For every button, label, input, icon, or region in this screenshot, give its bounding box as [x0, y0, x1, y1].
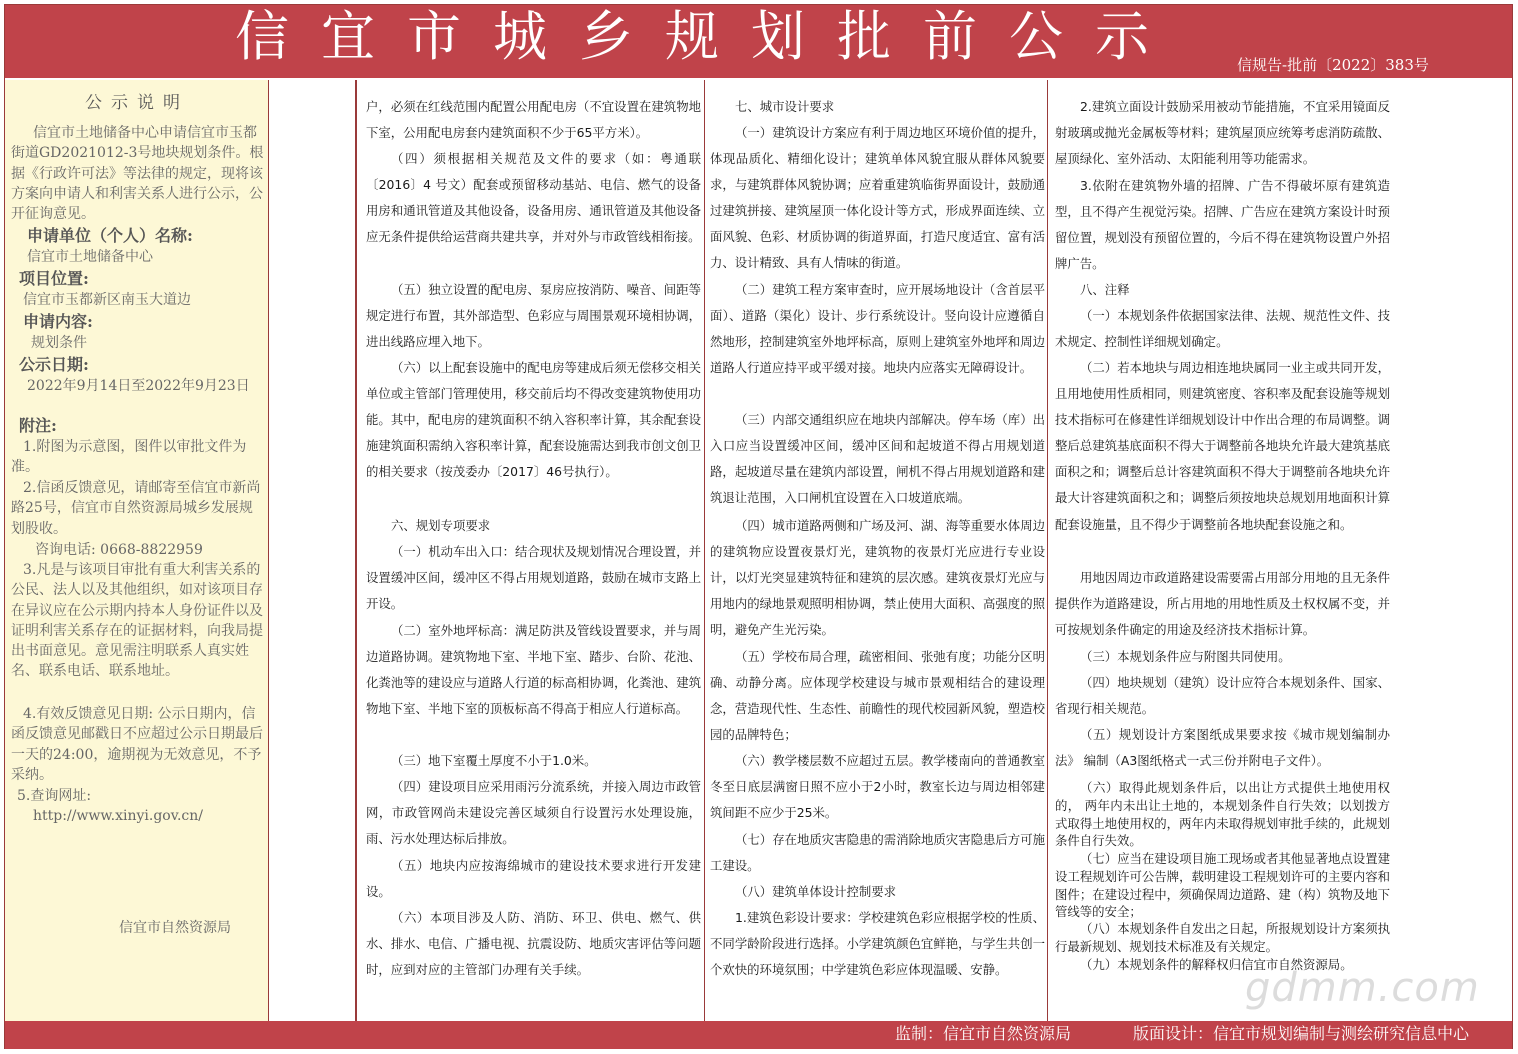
note-4: 4.有效反馈意见日期: 公示日期内，信函反馈意见邮戳日不应超过公示日期最后一天的24:00，逾期视为无效意见，不予采纳。 — [11, 706, 263, 783]
consult-phone: 咨询电话: 0668-8822959 — [35, 542, 203, 558]
col1-para-8: （三）地下室覆土厚度不小于1.0米。 — [391, 753, 597, 768]
text-column-3 — [1048, 80, 1393, 1021]
col2-para-3: （二）建筑工程方案审查时，应开展场地设计（含首层平面）、道路（渠化）设计、步行系统设计。竖向设计应遵循自然地形，控制建筑室外地坪标高，原则上建筑室外地坪和周边道路人行道应持平或平缓对接。地块内应落实无障碍设计。 — [710, 282, 1045, 376]
applicant-value: 信宜市土地储备中心 — [27, 249, 153, 265]
col3-para-1: 2.建筑立面设计鼓励采用被动节能措施，不宜采用镜面反射玻璃或抛光金属板等材料；建筑屋顶应统筹考虑消防疏散、屋顶绿化、室外活动、太阳能利用等功能需求。 — [1055, 99, 1390, 167]
col1-para-3: （五）独立设置的配电房、泵房应按消防、噪音、间距等规定进行布置，其外部造型、色彩应与周围景观环境相协调，进出线路应埋入地下。 — [366, 282, 701, 350]
sidebar-notice — [5, 80, 269, 1021]
col3-para-11: （七）应当在建设项目施工现场或者其他显著地点设置建设工程规划许可公告牌，载明建设工程规划许可的主要内容和图件；在建设过程中，须确保周边道路、建（构）筑物及地下管线等的安全； — [1055, 851, 1390, 920]
text-column-1 — [356, 80, 705, 1021]
note-5: 5.查询网址: — [17, 788, 92, 804]
date-label: 公示日期: — [19, 355, 89, 374]
footer-supervise: 监制：信宜市自然资源局 — [895, 1024, 1072, 1043]
col3-para-4: （一）本规划条件依据国家法律、法规、规范性文件、技术规定、控制性详细规划确定。 — [1055, 308, 1390, 350]
note-3: 3.凡是与该项目审批有重大利害关系的公民、法人以及其他组织，如对该项目存在异议应在公示期内持本人身份证件以及证明利害关系存在的证据材料，向我局提出书面意见。意见需注明联系人真实姓名、联系电话、联系地址。 — [11, 562, 263, 680]
site-watermark: gdmm.com — [1245, 965, 1480, 1011]
sidebar-title: 公示说明 — [85, 93, 189, 113]
col2-para-4: （三）内部交通组织应在地块内部解决。停车场（库）出入口应当设置缓冲区间，缓冲区间和起坡道不得占用规划道路，起坡道尽量在建筑内部设置，闸机不得占用规划道路和建筑退让范围，入口闸机宜设置在入口坡道底端。 — [710, 412, 1045, 506]
location-label: 项目位置: — [19, 269, 89, 288]
col3-para-12: （八）本规划条件自发出之日起，所报规划设计方案须执行最新规划、规划技术标准及有关规定。 — [1055, 921, 1390, 954]
col3-para-8: （四）地块规划（建筑）设计应符合本规划条件、国家、省现行相关规范。 — [1055, 675, 1390, 717]
sidebar-signature: 信宜市自然资源局 — [119, 920, 231, 936]
col1-para-11: （六）本项目涉及人防、消防、环卫、供电、燃气、供水、排水、电信、广播电视、抗震设防、地质灾害评估等问题时，应到对应的主管部门办理有关手续。 — [366, 910, 701, 978]
col2-para-9: （八）建筑单体设计控制要求 — [735, 884, 897, 899]
page-title: 信宜市城乡规划批前公示 — [235, 5, 1181, 68]
col3-para-5: （二）若本地块与周边相连地块属同一业主或共同开发，且用地使用性质相同，则建筑密度、容积率及配套设施等规划技术指标可在修建性详细规划设计中作出合理的布局调整。调整后总建筑基底面积不得大于调整前各地块允许最大建筑基底面积之和；调整后总计容建筑面积不得大于调整前各地块允许最大计容建筑面积之和；调整后须按地块总规划用地面积计算配套设施量，且不得少于调整前各地块配套设施之和。 — [1055, 360, 1390, 532]
col1-para-7: （二）室外地坪标高：满足防洪及管线设置要求，并与周边道路协调。建筑物地下室、半地下室、踏步、台阶、花池、化粪池等的建设应与道路人行道的标高相协调，化粪池、建筑物地下室、半地下室的顶板标高不得高于相应人行道标高。 — [366, 623, 701, 717]
col2-section-7: 七、城市设计要求 — [735, 99, 835, 114]
location-value: 信宜市玉都新区南玉大道边 — [23, 292, 191, 308]
col2-para-8: （七）存在地质灾害隐患的需消除地质灾害隐患后方可施工建设。 — [710, 832, 1045, 874]
query-url[interactable]: http://www.xinyi.gov.cn/ — [33, 808, 204, 824]
col1-para-1: 户，必须在红线范围内配置公用配电房（不宜设置在建筑物地下室，公用配电房套内建筑面积不少于65平方米）。 — [366, 99, 701, 141]
date-value: 2022年9月14日至2022年9月23日 — [27, 378, 250, 394]
col1-para-9: （四）建设项目应采用雨污分流系统，并接入周边市政管网，市政管网尚未建设完善区域须自行设置污水处理设施，雨、污水处理达标后排放。 — [366, 779, 701, 847]
col2-para-7: （六）教学楼层数不应超过五层。教学楼南向的普通教室冬至日底层满窗日照不应小于2小时，教室长边与周边相邻建筑间距不应少于25米。 — [710, 753, 1045, 821]
content-value: 规划条件 — [31, 335, 87, 351]
col1-section-6: 六、规划专项要求 — [391, 518, 491, 533]
sidebar-intro: 信宜市土地储备中心申请信宜市玉都街道GD2021012-3号地块规划条件。根据《行政许可法》等法律的规定，现将该方案向申请人和利害关系人进行公示，公开征询意见。 — [11, 125, 264, 223]
note-2: 2.信函反馈意见，请邮寄至信宜市新尚路25号，信宜市自然资源局城乡发展规划股收。 — [11, 480, 261, 537]
col3-para-2: 3.依附在建筑物外墙的招牌、广告不得破坏原有建筑造型，且不得产生视觉污染。招牌、广告应在建筑方案设计时预留位置，规划没有预留位置的，今后不得在建筑物设置户外招牌广告。 — [1055, 178, 1390, 272]
col2-para-10: 1.建筑色彩设计要求：学校建筑色彩应根据学校的性质、不同学龄阶段进行选择。小学建筑颜色宜鲜艳，与学生共创一个欢快的环境氛围；中学建筑色彩应体现温暖、安静。 — [710, 910, 1045, 978]
col1-para-2: （四）须根据相关规范及文件的要求（如：粤通联〔2016〕4 号文）配套或预留移动基站、电信、燃气的设备用房和通讯管道及其他设备，设备用房、通讯管道及其他设备应无条件提供给运营商共建共享，并对外与市政管线相衔接。 — [366, 151, 701, 245]
col2-para-2: （一）建筑设计方案应有利于周边地区环境价值的提升，体现品质化、精细化设计；建筑单体风貌宜服从群体风貌要求，与建筑群体风貌协调；应着重建筑临街界面设计，鼓励通过建筑拼接、建筑屋顶一体化设计等方式，形成界面连续、立面风貌、色彩、材质协调的街道界面，打造尺度适宜、富有活力、设计精致、具有人情味的街道。 — [710, 125, 1045, 271]
col1-para-10: （五）地块内应按海绵城市的建设技术要求进行开发建设。 — [366, 858, 701, 900]
col3-para-9: （五）规划设计方案图纸成果要求按《城市规划编制办法》 编制（A3图纸格式一式三份并附电子文件）。 — [1055, 727, 1390, 769]
notes-label: 附注: — [19, 416, 57, 435]
applicant-label: 申请单位（个人）名称: — [27, 226, 193, 245]
col3-section-8: 八、注释 — [1080, 282, 1130, 297]
col3-para-7: （三）本规划条件应与附图共同使用。 — [1080, 649, 1291, 664]
notice-number: 信规告-批前〔2022〕383号 — [1237, 56, 1429, 74]
col3-para-13: （九）本规划条件的解释权归信宜市自然资源局。 — [1080, 957, 1353, 972]
note-1: 1.附图为示意图，图件以审批文件为准。 — [11, 439, 247, 476]
col2-para-5: （四）城市道路两侧和广场及河、湖、海等重要水体周边的建筑物应设置夜景灯光，建筑物的夜景灯光应进行专业设计，以灯光突显建筑特征和建筑的层次感。建筑夜景灯光应与用地内的绿地景观照明相协调，禁止使用大面积、高强度的照明，避免产生光污染。 — [710, 518, 1045, 638]
footer-design: 版面设计：信宜市规划编制与测绘研究信息中心 — [1133, 1024, 1470, 1043]
col3-para-6: 用地因周边市政道路建设需要需占用部分用地的且无条件提供作为道路建设，所占用地的用地性质及土权权属不变，并可按规划条件确定的用途及经济技术指标计算。 — [1055, 570, 1390, 638]
col2-para-6: （五）学校布局合理，疏密相间、张弛有度；功能分区明确、动静分离。应体现学校建设与城市景观相结合的建设理念，营造现代性、生态性、前瞻性的现代校园新风貌，塑造校园的品牌特色； — [710, 649, 1045, 743]
blank-column — [269, 80, 356, 1021]
content-label: 申请内容: — [23, 312, 93, 331]
col3-para-10: （六）取得此规划条件后，以出让方式提供土地使用权的， 两年内未出让土地的，本规划条件自行失效；以划拨方式取得土地使用权的，两年内未取得规划审批手续的，此规划条件自行失效。 — [1055, 780, 1390, 849]
col1-para-6: （一）机动车出入口：结合现状及规划情况合理设置，并设置缓冲区间，缓冲区不得占用规划道路，鼓励在城市支路上开设。 — [366, 544, 701, 612]
col1-para-4: （六）以上配套设施中的配电房等建成后须无偿移交相关单位或主管部门管理使用，移交前后均不得改变建筑物使用功能。其中，配电房的建筑面积不纳入容积率计算，其余配套设施建筑面积需纳入容积率计算，配套设施需达到我市创文创卫的相关要求（按茂委办〔2017〕46号执行）。 — [366, 360, 701, 480]
text-column-2 — [705, 80, 1048, 1021]
